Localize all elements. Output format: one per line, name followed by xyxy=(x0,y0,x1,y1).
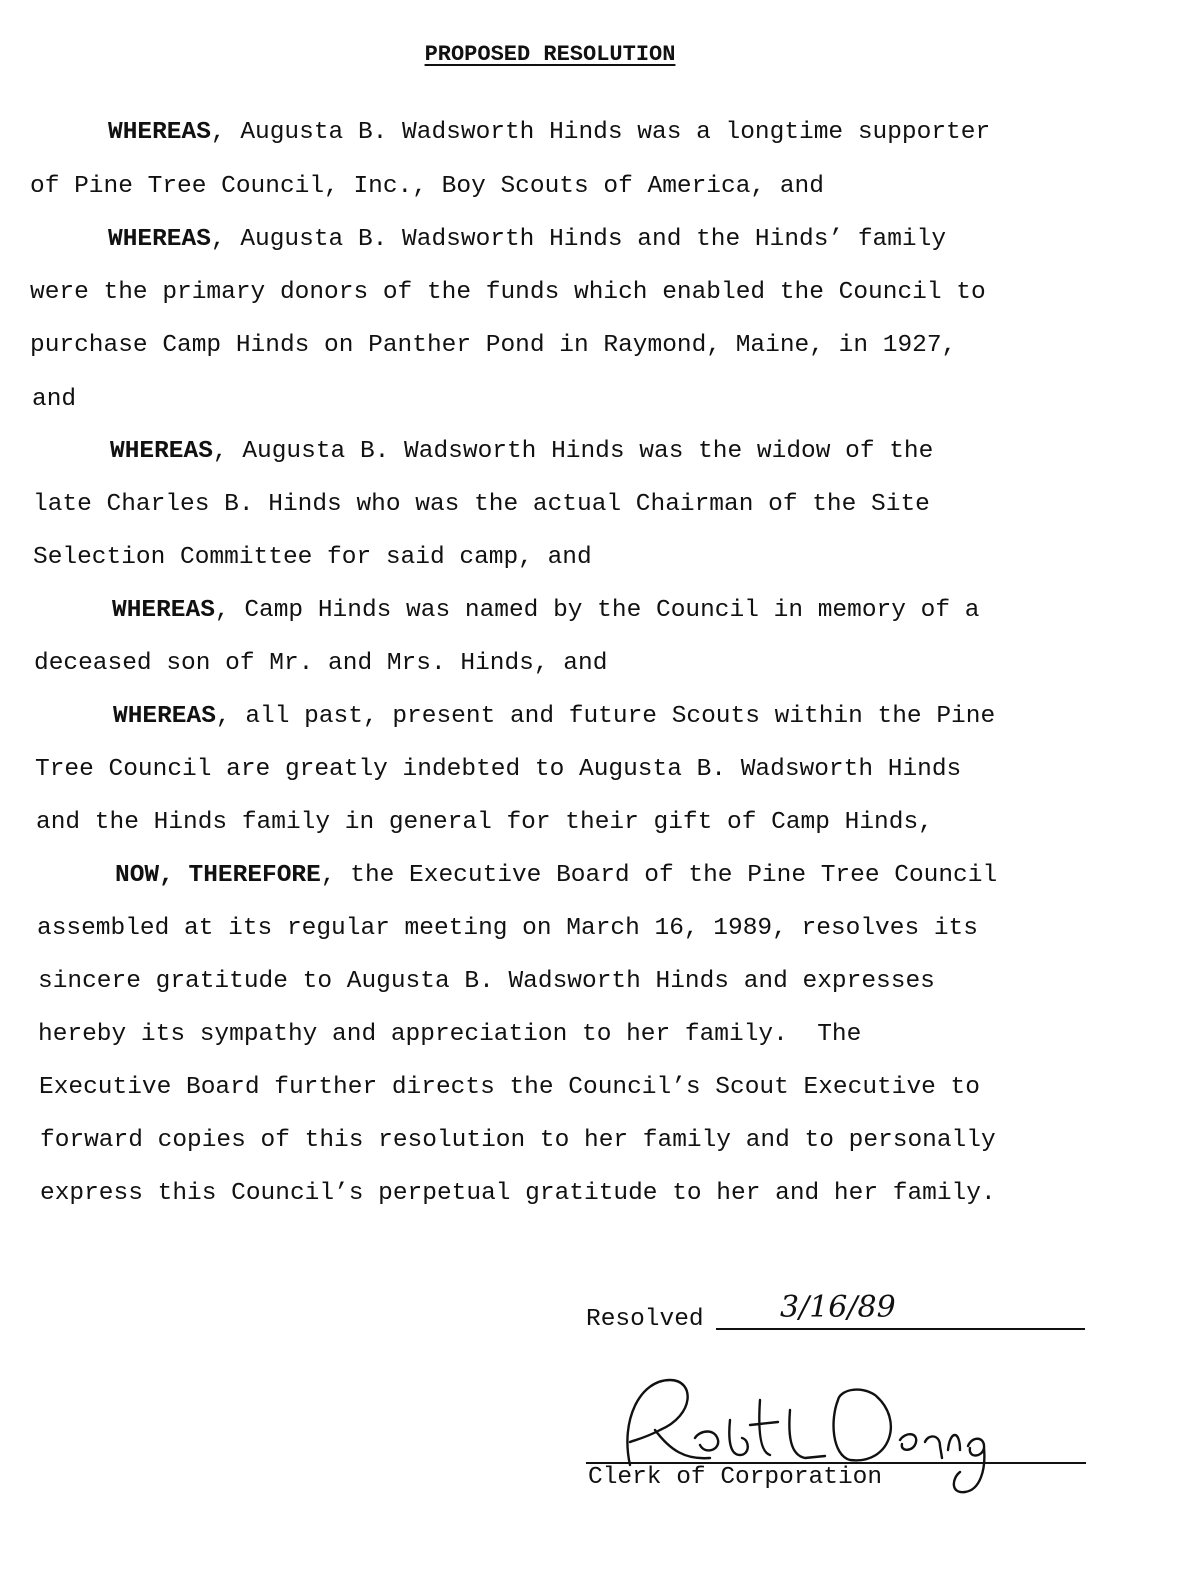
body-line xyxy=(33,490,930,520)
body-line xyxy=(108,225,946,255)
line-text: deceased son of Mr. and Mrs. Hinds, and xyxy=(34,650,608,677)
body-line xyxy=(33,543,592,573)
keyword: NOW, THEREFORE xyxy=(115,862,321,889)
line-text: , the Executive Board of the Pine Tree Council xyxy=(320,862,998,889)
document-title: PROPOSED RESOLUTION xyxy=(424,42,676,67)
line-text: Selection Committee for said camp, and xyxy=(33,544,592,571)
body-line xyxy=(112,596,979,626)
line-text: , Augusta B. Wadsworth Hinds and the Hinds’ family xyxy=(210,226,947,253)
body-line xyxy=(30,278,986,308)
line-text: Executive Board further directs the Council’s Scout Executive to xyxy=(39,1074,980,1101)
body-line xyxy=(35,755,961,785)
keyword: WHEREAS xyxy=(108,119,211,146)
line-text: express this Council’s perpetual gratitude to her and her family. xyxy=(40,1180,996,1207)
line-text: purchase Camp Hinds on Panther Pond in Raymond, Maine, in 1927, xyxy=(30,332,957,359)
body-line xyxy=(40,1179,996,1209)
line-text: , Augusta B. Wadsworth Hinds was a longtime supporter xyxy=(210,119,991,146)
keyword: WHEREAS xyxy=(108,226,211,253)
body-line xyxy=(37,914,978,944)
line-text: and the Hinds family in general for their gift of Camp Hinds, xyxy=(36,809,933,836)
body-line xyxy=(36,808,933,838)
body-line xyxy=(40,1126,996,1156)
line-text: Tree Council are greatly indebted to Augusta B. Wadsworth Hinds xyxy=(35,756,962,783)
body-line xyxy=(38,967,935,997)
keyword: WHEREAS xyxy=(112,597,215,624)
line-text: of Pine Tree Council, Inc., Boy Scouts of America, and xyxy=(30,173,824,200)
line-text: forward copies of this resolution to her family and to personally xyxy=(40,1127,996,1154)
body-line xyxy=(30,331,956,361)
body-line xyxy=(34,649,607,679)
body-line xyxy=(113,702,995,732)
line-text: and xyxy=(32,386,77,413)
line-text: late Charles B. Hinds who was the actual Chairman of the Site xyxy=(33,491,930,518)
body-line xyxy=(30,172,824,202)
body-line xyxy=(115,861,997,891)
body-line xyxy=(110,437,933,467)
line-text: assembled at its regular meeting on March 16, 1989, resolves its xyxy=(37,915,978,942)
line-text: sincere gratitude to Augusta B. Wadsworth Hinds and expresses xyxy=(38,968,935,995)
body-line xyxy=(38,1020,861,1050)
body-line xyxy=(32,385,76,415)
keyword: WHEREAS xyxy=(113,703,216,730)
resolved-date: 3/16/89 xyxy=(780,1290,896,1325)
keyword: WHEREAS xyxy=(110,438,213,465)
line-text: , Augusta B. Wadsworth Hinds was the widow of the xyxy=(212,438,934,465)
resolved-label: Resolved xyxy=(586,1306,704,1333)
body-line xyxy=(39,1073,980,1103)
line-text: were the primary donors of the funds which enabled the Council to xyxy=(30,279,986,306)
line-text: , all past, present and future Scouts within the Pine xyxy=(215,703,996,730)
body-line xyxy=(108,118,990,148)
clerk-label: Clerk of Corporation xyxy=(588,1464,883,1491)
resolved-date-line xyxy=(716,1328,1085,1330)
line-text: hereby its sympathy and appreciation to her family. The xyxy=(38,1021,862,1048)
line-text: , Camp Hinds was named by the Council in memory of a xyxy=(214,597,980,624)
